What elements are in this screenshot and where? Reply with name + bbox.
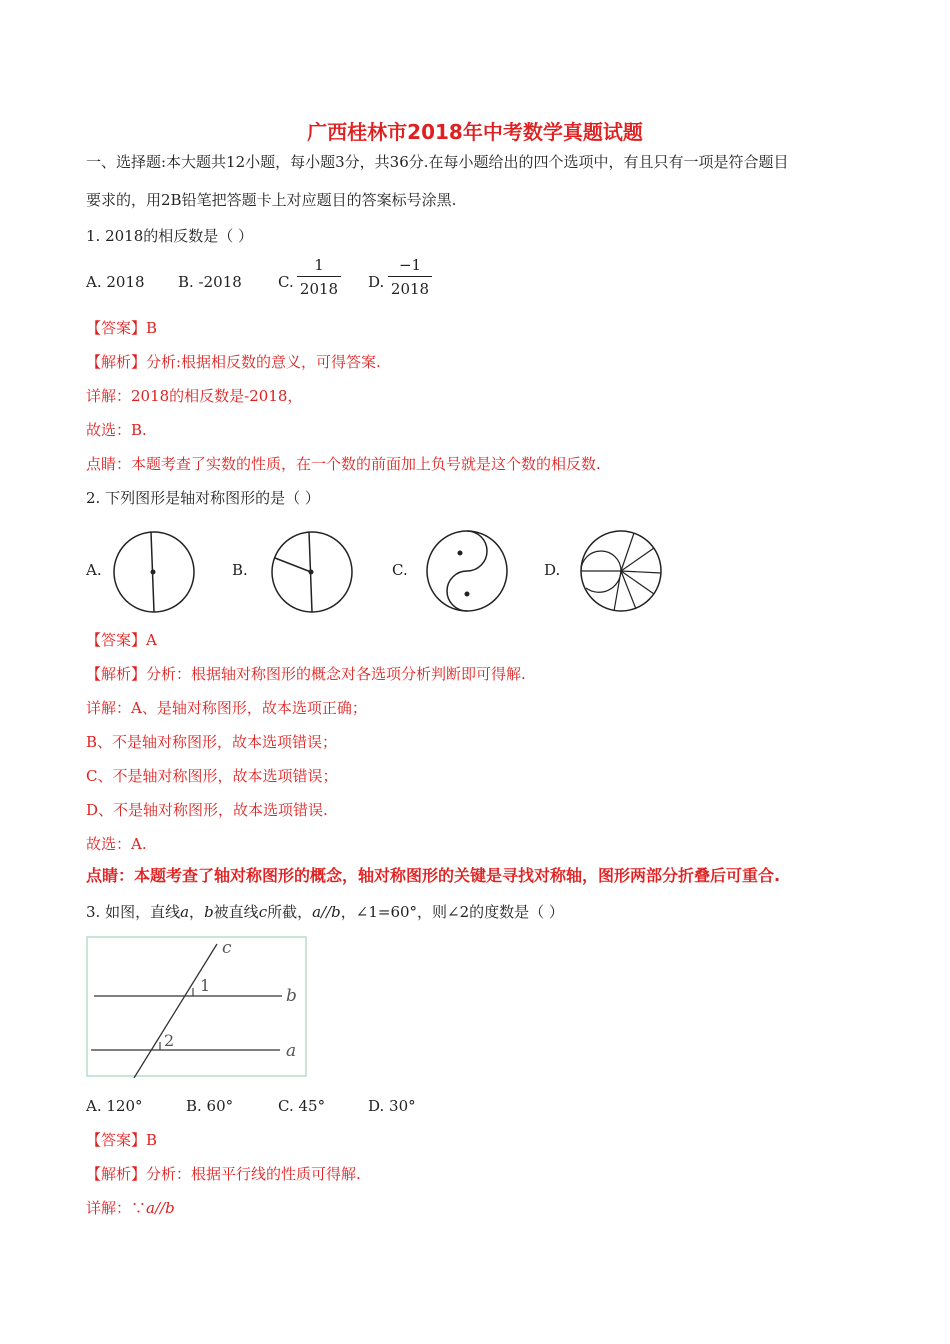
q3-analysis: 【解析】分析：根据平行线的性质可得解. (86, 1165, 361, 1183)
q1-option-d-numerator: −1 (388, 256, 432, 277)
q3-label-a: a (286, 1041, 297, 1061)
q3-comma: ， (189, 903, 205, 921)
page-title: 广西桂林市2018年中考数学真题试题 (307, 120, 643, 144)
q2-figure-b (268, 528, 356, 616)
q3-stem-mid2: 所截， (267, 903, 313, 921)
q2-detail-b: B、不是轴对称图形，故本选项错误； (86, 733, 338, 751)
q1-answer: 【答案】B (86, 319, 158, 337)
q3-label-b: b (286, 986, 297, 1006)
q3-detail-pre: 详解：∵ (86, 1199, 147, 1217)
q3-stem-post: ，∠1=60°，则∠2的度数是（ ） (340, 903, 564, 921)
q1-option-d-label: D. (368, 273, 385, 291)
q1-option-b: B. -2018 (178, 273, 242, 291)
q1-option-d-denominator: 2018 (390, 280, 430, 298)
q2-figure-a (110, 528, 198, 616)
q1-option-c-numerator: 1 (297, 256, 341, 277)
q3-stem (86, 902, 564, 922)
q3-label-2: 2 (164, 1031, 175, 1050)
q3-parallel: a//b (312, 903, 341, 921)
q3-label-c: c (222, 938, 232, 958)
q2-option-d-label: D. (544, 561, 561, 579)
q2-option-c-label: C. (392, 561, 408, 579)
q1-analysis: 【解析】分析:根据相反数的意义，可得答案. (86, 353, 381, 371)
q1-tip: 点睛：本题考查了实数的性质，在一个数的前面加上负号就是这个数的相反数. (86, 455, 601, 473)
q2-detail-c: C、不是轴对称图形，故本选项错误； (86, 767, 338, 785)
q3-label-1: 1 (200, 976, 211, 995)
q2-tip: 点睛：本题考查了轴对称图形的概念，轴对称图形的关键是寻找对称轴，图形两部分折叠后可重合. (86, 866, 781, 885)
q3-option-d: D. 30° (368, 1097, 416, 1115)
q3-stem-mid1: 被直线 (213, 903, 259, 921)
q2-stem: 2. 下列图形是轴对称图形的是（ ） (86, 489, 320, 507)
q3-detail-var: a//b (146, 1199, 175, 1217)
q1-option-c-label: C. (278, 273, 294, 291)
q2-analysis: 【解析】分析：根据轴对称图形的概念对各选项分析判断即可得解. (86, 665, 526, 683)
q3-option-a: A. 120° (86, 1097, 143, 1115)
q3-option-c: C. 45° (278, 1097, 326, 1115)
q1-detail: 详解：2018的相反数是-2018， (86, 387, 303, 405)
q1-option-c-denominator: 2018 (299, 280, 339, 298)
section-intro-line-2: 要求的，用2B铅笔把答题卡上对应题目的答案标号涂黑. (86, 191, 457, 209)
q3-stem-pre: 3. 如图，直线 (86, 903, 181, 921)
q2-figure-c (422, 526, 512, 616)
q1-choose: 故选：B. (86, 421, 147, 439)
q2-choose: 故选：A. (86, 835, 147, 853)
section-intro-line-1: 一、选择题:本大题共12小题，每小题3分，共36分.在每小题给出的四个选项中，有且只有一项是符合题目 (86, 153, 789, 171)
q1-option-c-fraction (297, 256, 341, 298)
q3-answer: 【答案】B (86, 1131, 158, 1149)
q3-var-c: c (258, 903, 268, 921)
q3-figure (86, 936, 308, 1078)
q2-option-b-label: B. (232, 561, 248, 579)
q1-stem: 1. 2018的相反数是（ ） (86, 227, 254, 245)
q3-option-b: B. 60° (186, 1097, 234, 1115)
q1-option-d-fraction (388, 256, 432, 298)
q1-option-a: A. 2018 (86, 273, 145, 291)
q2-detail-a: 详解：A、是轴对称图形，故本选项正确； (86, 699, 367, 717)
q3-var-b: b (204, 903, 214, 921)
q2-figure-d (576, 526, 666, 616)
q2-detail-d: D、不是轴对称图形，故本选项错误. (86, 801, 328, 819)
q2-answer: 【答案】A (86, 631, 157, 649)
q3-var-a: a (180, 903, 190, 921)
q2-option-a-label: A. (86, 561, 102, 579)
q3-detail (86, 1198, 175, 1218)
q3-figure-frame (87, 937, 306, 1076)
